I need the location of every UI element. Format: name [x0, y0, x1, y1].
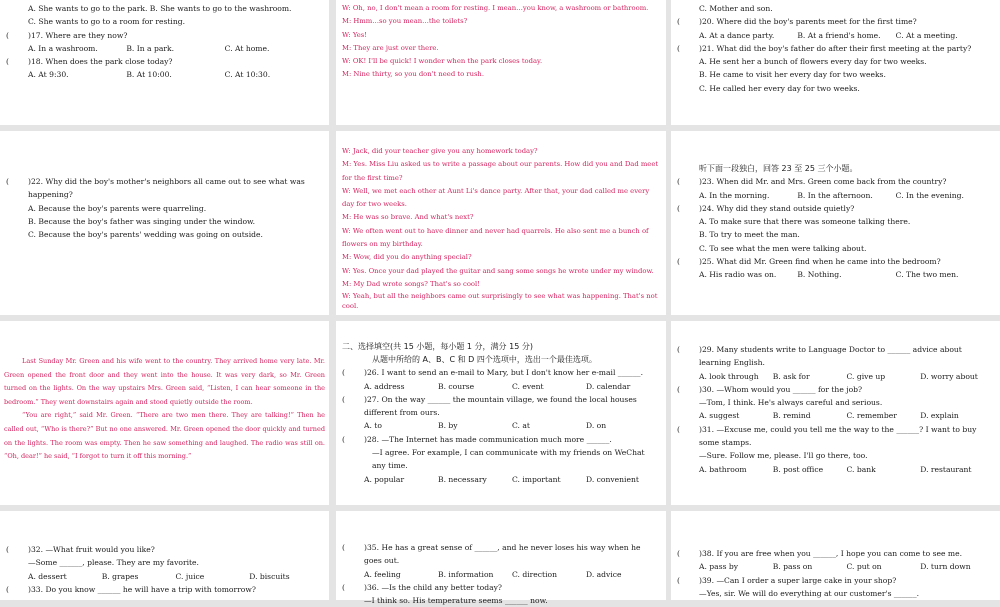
option-b: B. remind — [772, 411, 811, 421]
dialogue-line: M: Yes. Miss Liu asked us to write a passage about our parents. How did you and Dad meet for the first time? — [342, 160, 659, 182]
answer-blank[interactable]: ( — [677, 549, 680, 558]
options-27 — [342, 419, 660, 432]
narrative-paragraph: “You are right,” said Mr. Green. “There are two men there. They are talking!” Then he called out, “Who is there?” But no one answered. Mr. Green opened the door quickly and turned on the lights. The room was empty. Then he saw something and laughed. The radio was still on. “Oh, dear!” he said, “I forgot to turn it off this morning.” — [4, 411, 325, 461]
question-text: )27. On the way ______ the mountain village, we found the local houses different from ours. — [364, 394, 637, 418]
option-b: B. by — [438, 421, 458, 431]
question-text: )38. If you are free when you ______, I hope you can come to see me. — [699, 549, 962, 558]
option-b: B. In a park. — [126, 43, 175, 53]
option-a: A. At a dance party. — [699, 30, 775, 40]
option-a: A. address — [364, 381, 405, 391]
option-c: C. important — [512, 474, 561, 484]
dialogue-line: W: Well, we met each other at Aunt Li's dance party. After that, your dad called me every day for two weeks. — [342, 186, 650, 209]
option-a: A. To make sure that there was someone talking there. — [699, 217, 911, 227]
options-25 — [677, 268, 994, 281]
option-b: B. course — [438, 381, 475, 391]
answer-blank[interactable]: ( — [677, 17, 680, 27]
option-b: B. He came to visit her every day for two weeks. — [699, 70, 886, 80]
option-line: A. She wants to go to the park. B. She wants to go to the washroom. — [28, 4, 292, 13]
option-a: A. popular — [364, 474, 405, 484]
panel-r2-middle — [336, 131, 666, 315]
answer-blank[interactable]: ( — [342, 582, 345, 592]
question-text: )28. —The Internet has made communication much more ______. — [364, 434, 612, 444]
panel-r4-middle — [336, 511, 666, 606]
option-c: C. He called her every day for two weeks. — [699, 83, 860, 93]
question-text: )26. I want to send an e-mail to Mary, but I don't know her e-mail ______. — [364, 368, 643, 378]
option-b: B. grapes — [101, 571, 139, 581]
option-c: C. The two men. — [895, 270, 959, 280]
dialogue-line: W: Oh, no, I don't mean a room for resting. I mean…you know, a washroom or bathroom. — [342, 4, 649, 12]
answer-blank[interactable]: ( — [342, 543, 345, 552]
question-text: )18. When does the park close today? — [28, 57, 173, 67]
option-b: B. Because the boy's father was singing under the window. — [28, 216, 256, 226]
question-38 — [677, 547, 994, 560]
option-a: A. He sent her a bunch of flowers every day for two weeks. — [699, 57, 927, 67]
panel-r3-left — [0, 321, 329, 505]
question-32 — [6, 543, 323, 556]
question-text: )29. Many students write to Language Doctor to ______ advice about learning English. — [699, 345, 962, 368]
option-d: D. restaurant — [920, 464, 972, 474]
option-a: A. look through — [699, 371, 759, 381]
option-b: B. post office — [772, 464, 824, 474]
question-31 — [677, 423, 994, 450]
section-title: 二、选择填空(共 15 小题，每小题 1 分，满分 15 分) — [342, 342, 533, 351]
question-text: )39. —Can I order a super large cake in your shop? — [699, 575, 897, 585]
dialogue-response: —Tom, I think. He's always careful and serious. — [699, 398, 883, 408]
option-d: D. turn down — [920, 562, 971, 572]
question-25 — [677, 255, 994, 268]
option-d: D. convenient — [586, 474, 639, 484]
answer-blank[interactable]: ( — [6, 30, 9, 40]
option-c: C. remember — [846, 411, 897, 421]
options-29 — [677, 370, 994, 383]
option-line: C. Mother and son. — [699, 4, 773, 13]
answer-blank[interactable]: ( — [6, 57, 9, 67]
answer-blank[interactable]: ( — [342, 434, 345, 444]
option-b: B. pass on — [772, 562, 813, 572]
option-a: A. His radio was on. — [699, 270, 777, 280]
answer-blank[interactable]: ( — [677, 424, 680, 434]
section-instruction: 从题中所给的 A、B、C 和 D 四个选项中，选出一个最佳选项。 — [372, 355, 597, 364]
dialogue-line: M: My Dad wrote songs? That's so cool! — [342, 279, 480, 288]
option-d: D. calendar — [586, 381, 631, 391]
panel-r1-middle — [336, 0, 666, 125]
question-text: )21. What did the boy's father do after their first meeting at the party? — [699, 43, 972, 53]
options-35 — [342, 568, 660, 581]
options-17 — [6, 42, 323, 55]
dialogue-line: M: Wow, did you do anything special? — [342, 253, 472, 262]
question-36 — [342, 581, 660, 594]
option-c: C. juice — [175, 571, 205, 581]
option-a: A. feeling — [364, 569, 401, 579]
option-a: A. At 9:30. — [28, 70, 69, 80]
question-text: )25. What did Mr. Green find when he came into the bedroom? — [699, 257, 941, 267]
answer-blank[interactable]: ( — [677, 575, 680, 585]
dialogue-response: —I think so. His temperature seems ______ now. — [364, 596, 548, 606]
option-d: D. worry about — [920, 371, 978, 381]
question-text: )22. Why did the boy's mother's neighbors all came out to see what was happening? — [28, 177, 305, 200]
option-c: C. At a meeting. — [895, 30, 958, 40]
option-c: C. put on — [846, 562, 882, 572]
question-29 — [677, 343, 994, 370]
option-c: C. To see what the men were talking about. — [699, 243, 867, 253]
options-31 — [677, 463, 994, 476]
dialogue-response: —I agree. For example, I can communicate with my friends on WeChat any time. — [372, 448, 645, 471]
dialogue-line: M: They are just over there. — [342, 43, 439, 52]
option-d: D. explain — [920, 411, 959, 421]
dialogue-line: M: Nine thirty, so you don't need to rush. — [342, 70, 484, 79]
question-text: )33. Do you know ______ he will have a trip with tomorrow? — [28, 584, 256, 594]
question-text: )30. —Whom would you ______ for the job? — [699, 384, 863, 394]
question-text: )17. Where are they now? — [28, 30, 128, 40]
options-26 — [342, 380, 660, 393]
question-text: )20. Where did the boy's parents meet for the first time? — [699, 17, 917, 27]
answer-blank[interactable]: ( — [342, 368, 345, 378]
option-c: C. bank — [846, 464, 876, 474]
question-text: )24. Why did they stand outside quietly? — [699, 203, 855, 213]
answer-blank[interactable]: ( — [677, 345, 680, 354]
question-24 — [677, 202, 994, 215]
question-23 — [677, 175, 994, 188]
option-b: B. information — [438, 569, 494, 579]
question-39 — [677, 574, 994, 587]
option-a: A. bathroom — [699, 464, 747, 474]
option-b: B. ask for — [772, 371, 810, 381]
question-21 — [677, 42, 994, 55]
option-c: C. event — [512, 381, 544, 391]
answer-blank[interactable]: ( — [677, 177, 680, 187]
option-c: C. direction — [512, 569, 557, 579]
option-a: A. Because the boy's parents were quarreling. — [28, 203, 207, 213]
question-27 — [342, 393, 660, 420]
dialogue-line: M: Hmm…so you mean…the toilets? — [342, 17, 468, 26]
panel-r1-right — [671, 0, 1000, 125]
option-b: B. To try to meet the man. — [699, 230, 800, 240]
panel-r1-left — [0, 0, 329, 125]
panel-r4-right — [671, 511, 1000, 600]
options-20 — [677, 29, 994, 42]
panel-r3-middle — [336, 321, 666, 505]
option-c: C. Because the boy's parents' wedding was going on outside. — [28, 230, 263, 240]
answer-blank[interactable]: ( — [342, 394, 345, 404]
panel-r2-left — [0, 131, 329, 315]
question-30 — [677, 383, 994, 396]
option-line: C. She wants to go to a room for resting. — [28, 17, 185, 27]
question-text: )36. —Is the child any better today? — [364, 582, 502, 592]
option-a: A. In the morning. — [699, 190, 770, 200]
option-b: B. Nothing. — [797, 270, 842, 280]
question-20 — [677, 15, 994, 28]
option-d: D. biscuits — [249, 571, 290, 581]
option-b: B. In the afternoon. — [797, 190, 873, 200]
question-18 — [6, 55, 323, 68]
options-28 — [342, 473, 660, 486]
dialogue-line: W: Yes. Once your dad played the guitar and sang some songs he wrote under my window. — [342, 266, 654, 275]
panel-r3-right — [671, 321, 1000, 505]
dialogue-response: —Yes, sir. We will do everything at our customer's ______. — [699, 588, 920, 598]
dialogue-line: W: OK! I'll be quick! I wonder when the park closes today. — [342, 57, 543, 66]
question-text: )31. —Excuse me, could you tell me the way to the ______? I want to buy some stamps. — [699, 424, 977, 448]
option-b: B. At a friend's home. — [797, 30, 881, 40]
answer-blank[interactable]: ( — [677, 203, 680, 213]
option-a: A. to — [364, 421, 382, 431]
option-d: D. on — [586, 421, 607, 431]
answer-blank[interactable]: ( — [6, 545, 9, 554]
dialogue-line: M: He was so brave. And what's next? — [342, 213, 474, 222]
dialogue-response: —Some ______, please. They are my favorite. — [28, 558, 199, 568]
option-b: B. At 10:00. — [126, 70, 172, 80]
question-text: )32. —What fruit would you like? — [28, 545, 155, 554]
answer-blank[interactable]: ( — [677, 43, 680, 53]
question-text: )35. He has a great sense of ______, and he never loses his way when he goes out. — [364, 543, 641, 566]
narrative-paragraph: Last Sunday Mr. Green and his wife went to the country. They arrived home very late. Mr. Green opened the front door and they went into the house. It was very dark, so Mr. Green turned on the lights. On the way upstairs Mrs. Green said, “Listen, I can hear someone in the bedroom.” They went downstairs again and stood quietly outside the room. — [4, 357, 325, 406]
question-26 — [342, 366, 660, 379]
option-c: C. At 10:30. — [224, 70, 271, 80]
answer-blank[interactable]: ( — [6, 584, 9, 594]
options-23 — [677, 189, 994, 202]
question-text: )23. When did Mr. and Mrs. Green come back from the country? — [699, 177, 947, 187]
question-22 — [6, 175, 323, 202]
question-17 — [6, 29, 323, 42]
dialogue-line: W: We often went out to have dinner and never had quarrels. He also sent me a bunch of flowers on my birthday. — [342, 226, 649, 249]
options-30 — [677, 409, 994, 422]
options-18 — [6, 68, 323, 81]
option-c: C. give up — [846, 371, 886, 381]
option-c: C. In the evening. — [895, 190, 964, 200]
listening-intro: 听下面一段独白，回答 23 至 25 三个小题。 — [699, 164, 858, 173]
options-32 — [6, 570, 323, 583]
question-35 — [342, 541, 660, 568]
panel-r4-left — [0, 511, 329, 600]
answer-blank[interactable]: ( — [677, 257, 680, 267]
question-28 — [342, 433, 660, 446]
option-c: C. At home. — [224, 43, 270, 53]
options-38 — [677, 560, 994, 573]
dialogue-line: W: Jack, did your teacher give you any homework today? — [342, 147, 538, 155]
answer-blank[interactable]: ( — [677, 384, 680, 394]
answer-blank[interactable]: ( — [6, 177, 9, 186]
question-33 — [6, 583, 323, 596]
option-d: D. advice — [586, 569, 622, 579]
option-c: C. at — [512, 421, 530, 431]
option-a: A. dessert — [28, 571, 67, 581]
option-a: A. pass by — [699, 562, 739, 572]
option-b: B. necessary — [438, 474, 487, 484]
option-a: A. suggest — [699, 411, 740, 421]
dialogue-response: —Sure. Follow me, please. I'll go there, too. — [699, 451, 868, 461]
dialogue-line: W: Yeah, but all the neighbors came out surprisingly to see what was happening. That's not cool. — [342, 292, 658, 311]
panel-r2-right — [671, 131, 1000, 315]
option-a: A. In a washroom. — [28, 43, 98, 53]
dialogue-line: W: Yes! — [342, 30, 367, 39]
